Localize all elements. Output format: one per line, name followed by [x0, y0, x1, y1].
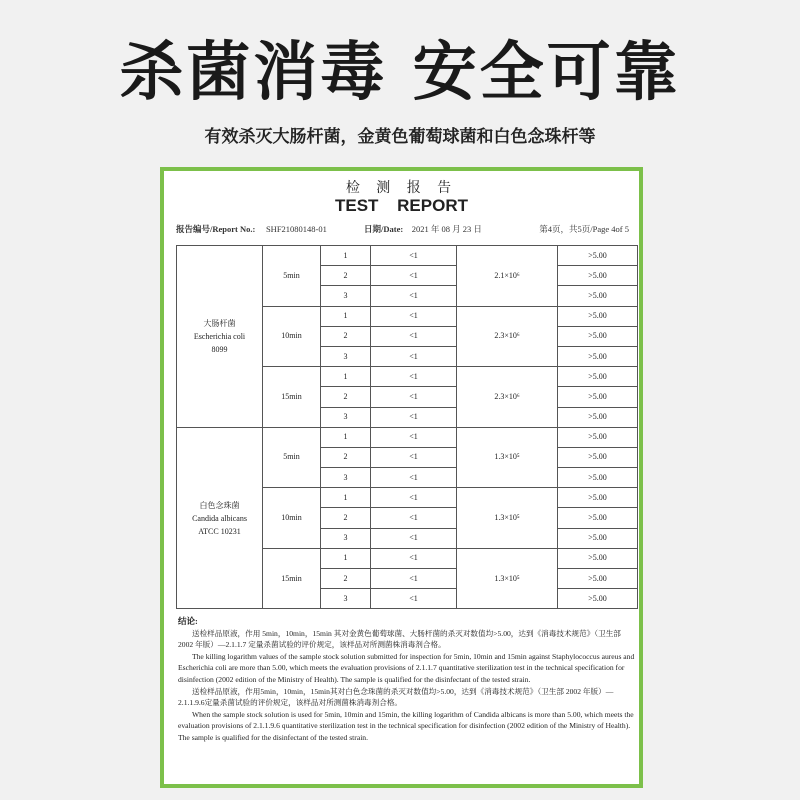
replicate-number-cell: 2	[321, 326, 371, 346]
report-number-row	[176, 223, 327, 235]
report-date: 2021 年 08 月 23 日	[411, 224, 482, 234]
strain-name-line: ATCC 10231	[198, 526, 241, 536]
replicate-number-cell: 3	[321, 589, 371, 609]
replicate-number-cell: 3	[321, 528, 371, 548]
kill-log-cell: >5.00	[558, 387, 638, 407]
replicate-number-cell: 1	[321, 427, 371, 447]
strain-name-line: Escherichia coli	[193, 331, 246, 341]
kill-log-cell: >5.00	[558, 367, 638, 387]
report-title-cn: 检 测 报 告	[345, 180, 458, 196]
result-cell: <1	[371, 488, 457, 508]
kill-log-cell: >5.00	[558, 548, 638, 568]
control-count-cell: 2.1×10⁶	[457, 246, 558, 307]
headline: 杀菌消毒 安全可靠	[119, 36, 681, 110]
exposure-time-cell: 5min	[263, 246, 321, 307]
replicate-number-cell: 2	[321, 387, 371, 407]
replicate-number-cell: 1	[321, 246, 371, 266]
kill-log-cell: >5.00	[558, 508, 638, 528]
replicate-number-cell: 3	[321, 468, 371, 488]
control-count-cell: 1.3×10⁵	[457, 548, 558, 609]
replicate-number-cell: 3	[321, 346, 371, 366]
kill-log-cell: >5.00	[558, 447, 638, 467]
report-page: 第4页，共5页/Page 4of 5	[539, 224, 629, 234]
kill-log-cell: >5.00	[558, 427, 638, 447]
conclusion-cn-1: 送检样品原液，作用 5min，10min，15min 其对金黄色葡萄球菌、大肠杆菌的杀灭对数值均>5.00，达到《消毒技术规范》（卫生部 2002 年版）—2.1.1.7 定量杀菌试验的评价规定，该样品对所测菌株消毒剂合格。	[178, 628, 621, 650]
kill-log-cell: >5.00	[558, 346, 638, 366]
result-cell: <1	[371, 528, 457, 548]
exposure-time-cell: 10min	[263, 488, 321, 549]
strain-name-line: 大肠杆菌	[203, 318, 236, 328]
kill-log-cell: >5.00	[558, 528, 638, 548]
replicate-number-cell: 1	[321, 548, 371, 568]
subheadline: 有效杀灭大肠杆菌，金黄色葡萄球菌和白色念珠杆等	[204, 127, 596, 147]
kill-log-cell: >5.00	[558, 468, 638, 488]
control-count-cell: 2.3×10⁶	[457, 306, 558, 367]
replicate-number-cell: 3	[321, 286, 371, 306]
results-table	[176, 245, 638, 609]
result-cell: <1	[371, 326, 457, 346]
kill-log-cell: >5.00	[558, 326, 638, 346]
replicate-number-cell: 1	[321, 367, 371, 387]
result-cell: <1	[371, 508, 457, 528]
conclusion-cn-2: 送检样品原液，作用5min，10min，15min其对白色念珠菌的杀灭对数值均>5.00，达到《消毒技术规范》（卫生部 2002 年版）—2.1.1.9.6定量杀菌试验的评价规定，该样品对所测菌株消毒剂合格。	[178, 686, 614, 708]
kill-log-cell: >5.00	[558, 306, 638, 326]
table-row	[177, 246, 638, 266]
exposure-time-cell: 15min	[263, 367, 321, 428]
kill-log-cell: >5.00	[558, 266, 638, 286]
exposure-time-cell: 5min	[263, 427, 321, 488]
replicate-number-cell: 3	[321, 407, 371, 427]
strain-name-cell	[177, 427, 263, 609]
control-count-cell: 1.3×10⁵	[457, 488, 558, 549]
conclusion-en-1: The killing logarithm values of the sample stock solution submitted for inspection for 5min, 10min and 15min against Staphylococcus aureus and Escherichia coli are more than 5.00, which meets the evaluation provisions of 2.1.1.7 quantitative sterilization test in the technical specification for disinfection (2002 edition of the Ministry of Health). The sample is qualified for the disinfectant of the tested strain.	[178, 651, 635, 684]
report-number-label: 报告编号/Report No.:	[176, 224, 256, 234]
kill-log-cell: >5.00	[558, 569, 638, 589]
replicate-number-cell: 2	[321, 508, 371, 528]
result-cell: <1	[371, 387, 457, 407]
result-cell: <1	[371, 246, 457, 266]
result-cell: <1	[371, 589, 457, 609]
result-cell: <1	[371, 407, 457, 427]
report-date-label: 日期/Date:	[364, 224, 404, 234]
strain-name-line: 白色念珠菌	[199, 500, 240, 510]
kill-log-cell: >5.00	[558, 488, 638, 508]
result-cell: <1	[371, 266, 457, 286]
result-cell: <1	[371, 367, 457, 387]
replicate-number-cell: 2	[321, 266, 371, 286]
kill-log-cell: >5.00	[558, 246, 638, 266]
strain-name-cell	[177, 246, 263, 428]
conclusion-title: 结论:	[178, 616, 198, 626]
exposure-time-cell: 15min	[263, 548, 321, 609]
table-row	[177, 427, 638, 447]
control-count-cell: 1.3×10⁵	[457, 427, 558, 488]
result-cell: <1	[371, 548, 457, 568]
result-cell: <1	[371, 569, 457, 589]
replicate-number-cell: 2	[321, 569, 371, 589]
conclusion-section	[178, 616, 636, 744]
result-cell: <1	[371, 447, 457, 467]
kill-log-cell: >5.00	[558, 286, 638, 306]
test-report-document	[160, 167, 643, 788]
kill-log-cell: >5.00	[558, 589, 638, 609]
result-cell: <1	[371, 346, 457, 366]
exposure-time-cell: 10min	[263, 306, 321, 367]
result-cell: <1	[371, 306, 457, 326]
report-title-en: TEST REPORT	[334, 196, 468, 215]
strain-name-line: Candida albicans	[192, 513, 247, 523]
conclusion-en-2: When the sample stock solution is used for 5min, 10min and 15min, the killing logarithm of Candida albicans is more than 5.00, which meets the evaluation provisions of 2.1.1.9.6 quantitative sterilization test in the technical specification for disinfection (2002 edition of the Ministry of Health). The sample is qualified for the disinfectant of the tested strain.	[178, 709, 634, 742]
result-cell: <1	[371, 427, 457, 447]
strain-name-line: 8099	[211, 344, 228, 354]
result-cell: <1	[371, 468, 457, 488]
result-cell: <1	[371, 286, 457, 306]
replicate-number-cell: 2	[321, 447, 371, 467]
replicate-number-cell: 1	[321, 306, 371, 326]
kill-log-cell: >5.00	[558, 407, 638, 427]
report-number: SHF21080148-01	[265, 224, 327, 234]
report-date-row	[364, 223, 482, 235]
replicate-number-cell: 1	[321, 488, 371, 508]
control-count-cell: 2.3×10⁶	[457, 367, 558, 428]
